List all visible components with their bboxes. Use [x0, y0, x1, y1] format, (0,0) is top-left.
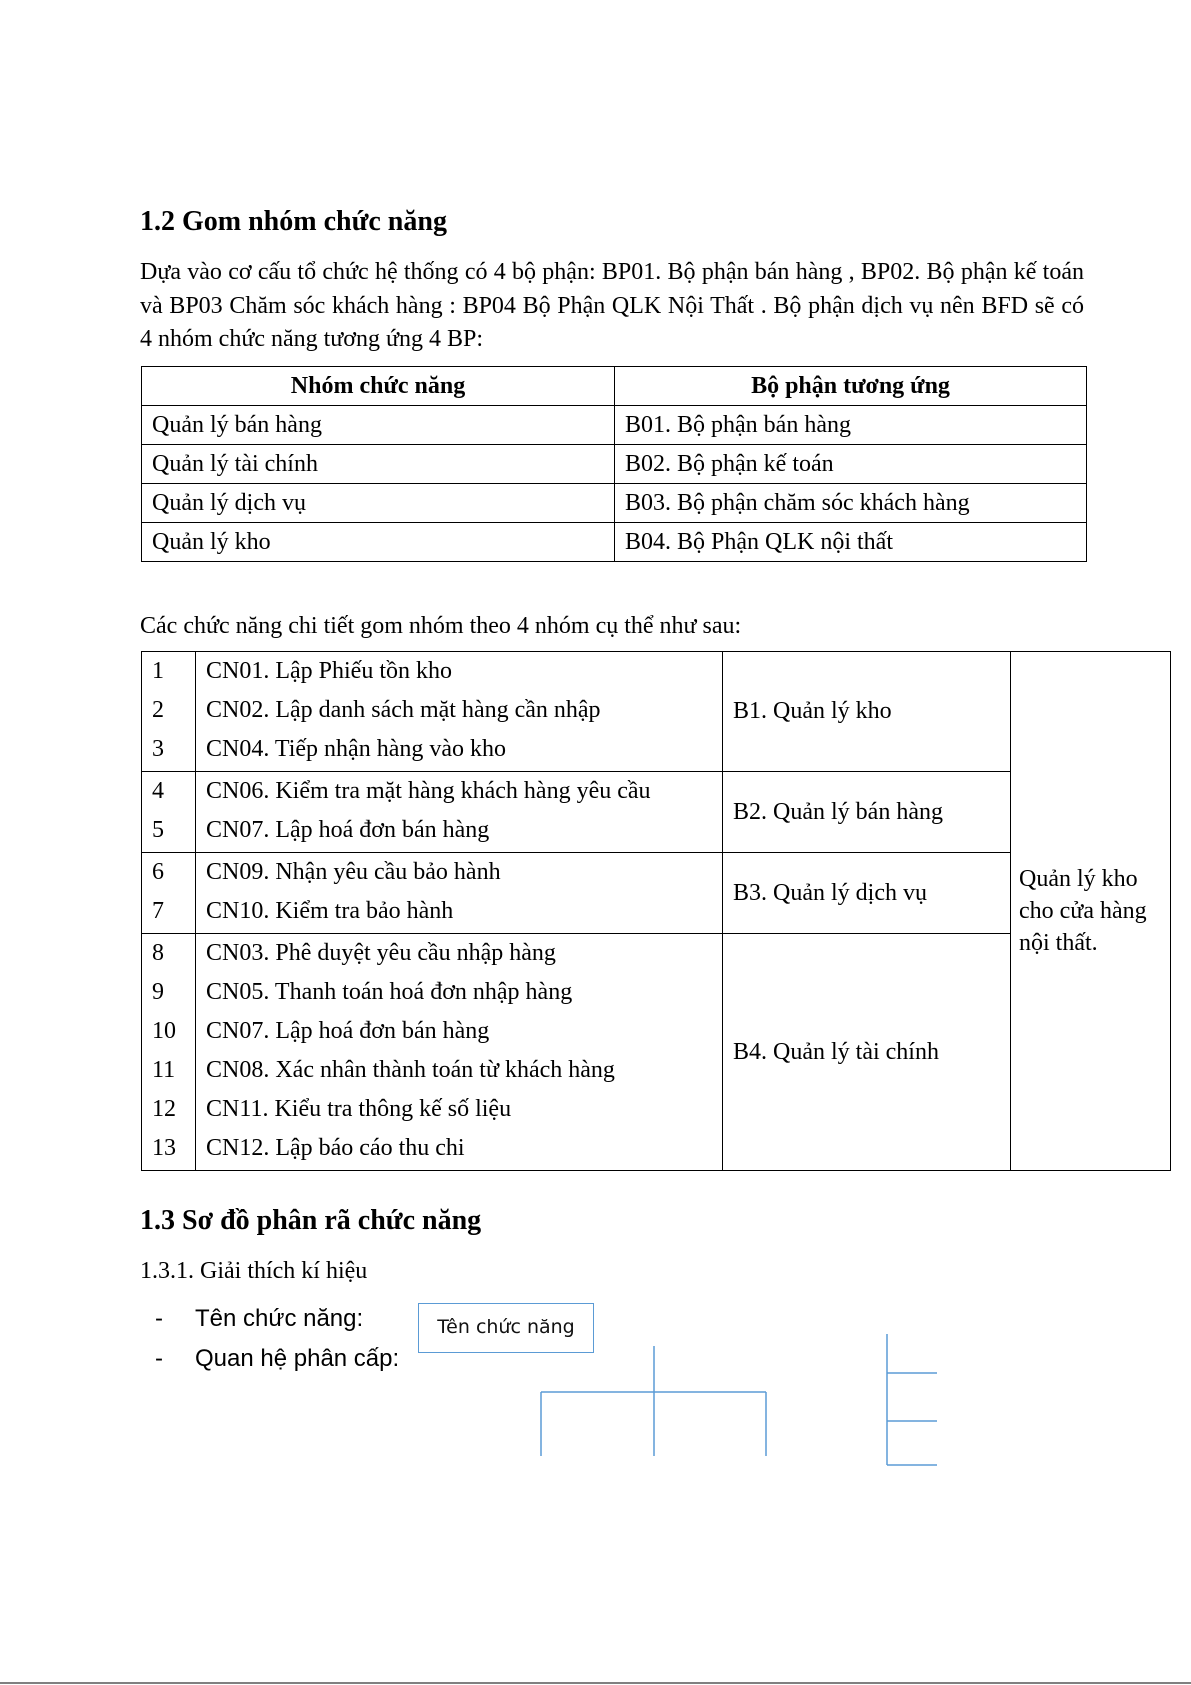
item-number: 1 [152, 658, 164, 684]
item-number: 10 [152, 1018, 176, 1044]
legend-item-function-name [155, 1305, 363, 1333]
function-name: CN10. Kiểm tra bảo hành [206, 898, 454, 924]
item-number: 7 [152, 898, 164, 924]
department-cell: B03. Bộ phận chăm sóc khách hàng [615, 484, 1087, 523]
table-row [142, 484, 1087, 523]
function-box-symbol: Tên chức năng [418, 1303, 594, 1353]
legend-item-hierarchy [155, 1345, 399, 1373]
group-name-cell: B4. Quản lý tài chính [723, 934, 1011, 1171]
function-cell [196, 934, 723, 1171]
legend-label: Quan hệ phân cấp: [195, 1345, 400, 1372]
detail-function-table [141, 651, 1171, 1171]
detail-intro: Các chức năng chi tiết gom nhóm theo 4 nhóm cụ thể như sau: [140, 613, 742, 639]
header-function-group: Nhóm chức năng [142, 367, 615, 406]
function-name: CN11. Kiểu tra thông kế số liệu [206, 1096, 512, 1122]
function-group-cell: Quản lý bán hàng [142, 406, 615, 445]
horizontal-hierarchy-connector [541, 1346, 766, 1456]
item-number: 8 [152, 940, 164, 966]
table-row [142, 523, 1087, 562]
table-row [142, 406, 1087, 445]
group-name-cell: B1. Quản lý kho [723, 652, 1011, 772]
item-number: 11 [152, 1057, 176, 1083]
number-cell [142, 772, 196, 853]
item-number: 9 [152, 979, 164, 1005]
department-cell: B04. Bộ Phận QLK nội thất [615, 523, 1087, 562]
function-group-cell: Quản lý kho [142, 523, 615, 562]
function-name: CN05. Thanh toán hoá đơn nhập hàng [206, 979, 573, 1005]
item-number: 13 [152, 1135, 176, 1161]
function-name: CN03. Phê duyệt yêu cầu nhập hàng [206, 940, 556, 966]
item-number: 6 [152, 859, 164, 885]
group-table-header [142, 367, 1087, 406]
item-number: 3 [152, 736, 164, 762]
function-name: CN08. Xác nhân thành toán từ khách hàng [206, 1057, 615, 1083]
item-number: 12 [152, 1096, 176, 1122]
item-number: 4 [152, 778, 164, 804]
function-cell [196, 772, 723, 853]
item-number: 2 [152, 697, 164, 723]
item-number: 5 [152, 817, 164, 843]
header-department: Bộ phận tương ứng [615, 367, 1087, 406]
subsection-heading: 1.3.1. Giải thích kí hiệu [140, 1258, 368, 1284]
number-cell [142, 853, 196, 934]
function-name: CN01. Lập Phiếu tồn kho [206, 658, 452, 684]
table-row [142, 652, 1171, 772]
section-1-3-heading: 1.3 Sơ đồ phân rã chức năng [140, 1205, 482, 1236]
function-name: CN07. Lập hoá đơn bán hàng [206, 817, 490, 843]
group-name-cell: B2. Quản lý bán hàng [723, 772, 1011, 853]
system-name-cell: Quản lý kho cho cửa hàng nội thất. [1011, 652, 1171, 1171]
function-name: CN04. Tiếp nhận hàng vào kho [206, 736, 506, 762]
function-cell [196, 652, 723, 772]
function-cell [196, 853, 723, 934]
function-name: CN06. Kiểm tra mặt hàng khách hàng yêu cầu [206, 778, 651, 804]
table-row [142, 445, 1087, 484]
intro-paragraph: Dựa vào cơ cấu tổ chức hệ thống có 4 bộ phận: BP01. Bộ phận bán hàng , BP02. Bộ phận kế toán và BP03 Chăm sóc khách hàng : BP04 Bộ Phận QLK Nội Thất . Bộ phận dịch vụ nên BFD sẽ có 4 nhóm chức năng tương ứng 4 BP: [140, 259, 1084, 352]
department-cell: B01. Bộ phận bán hàng [615, 406, 1087, 445]
number-cell [142, 934, 196, 1171]
function-name: CN09. Nhận yêu cầu bảo hành [206, 859, 501, 885]
group-table [141, 366, 1087, 562]
function-name: CN12. Lập báo cáo thu chi [206, 1135, 465, 1161]
department-cell: B02. Bộ phận kế toán [615, 445, 1087, 484]
group-name-cell: B3. Quản lý dịch vụ [723, 853, 1011, 934]
legend-label: Tên chức năng: [195, 1305, 364, 1332]
vertical-hierarchy-connector [887, 1334, 937, 1465]
legend-bullet: - [155, 1305, 163, 1332]
function-name: CN07. Lập hoá đơn bán hàng [206, 1018, 490, 1044]
function-name: CN02. Lập danh sách mặt hàng cần nhập [206, 697, 601, 723]
function-group-cell: Quản lý dịch vụ [142, 484, 615, 523]
legend-bullet: - [155, 1345, 163, 1372]
function-group-cell: Quản lý tài chính [142, 445, 615, 484]
number-cell [142, 652, 196, 772]
section-1-2-heading: 1.2 Gom nhóm chức năng [140, 206, 447, 237]
